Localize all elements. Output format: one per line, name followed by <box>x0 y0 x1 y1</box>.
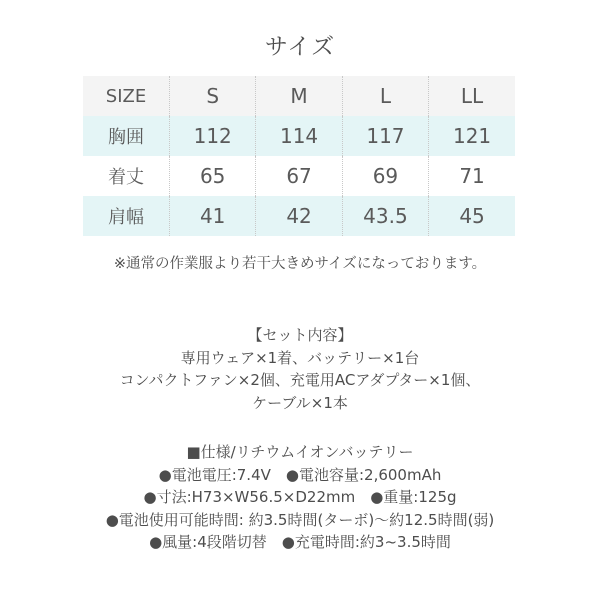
cell-shoulder-l: 43.5 <box>342 196 428 236</box>
table-row-shoulder <box>83 196 515 236</box>
spec-heading: ■仕様/リチウムイオンバッテリー <box>186 443 414 461</box>
row-label-chest: 胸囲 <box>83 116 170 156</box>
spec-section <box>0 441 600 554</box>
spec-line: ●電池電圧:7.4V ●電池容量:2,600mAh <box>158 465 442 484</box>
table-header-row <box>83 76 515 116</box>
set-contents-heading: 【セット内容】 <box>247 326 353 344</box>
set-contents-section <box>0 324 600 414</box>
header-cell-ll: LL <box>429 76 515 116</box>
page-title: サイズ <box>264 34 336 60</box>
header-cell-l: L <box>342 76 428 116</box>
set-contents-line: コンパクトファン×2個、充電用ACアダプター×1個、 <box>119 371 481 389</box>
cell-chest-s: 112 <box>170 116 256 156</box>
cell-chest-ll: 121 <box>429 116 515 156</box>
header-cell-s: S <box>170 76 256 116</box>
cell-length-s: 65 <box>170 156 256 196</box>
cell-length-ll: 71 <box>429 156 515 196</box>
size-table <box>83 76 515 236</box>
table-row-chest <box>83 116 515 156</box>
cell-chest-m: 114 <box>256 116 342 156</box>
spec-line: ●寸法:H73×W56.5×D22mm ●重量:125g <box>143 488 457 506</box>
cell-length-m: 67 <box>256 156 342 196</box>
spec-line: ●電池使用可能時間: 約3.5時間(ターボ)～約12.5時間(弱) <box>105 510 495 529</box>
cell-shoulder-s: 41 <box>170 196 256 236</box>
set-contents-line: 専用ウェア×1着、バッテリー×1台 <box>180 348 420 367</box>
cell-shoulder-m: 42 <box>256 196 342 236</box>
table-row-length <box>83 156 515 196</box>
row-label-shoulder: 肩幅 <box>83 196 170 236</box>
cell-shoulder-ll: 45 <box>429 196 515 236</box>
cell-length-l: 69 <box>342 156 428 196</box>
header-cell-size: SIZE <box>83 76 170 116</box>
header-cell-m: M <box>256 76 342 116</box>
set-contents-line: ケーブル×1本 <box>252 393 348 412</box>
row-label-length: 着丈 <box>83 156 170 196</box>
cell-chest-l: 117 <box>342 116 428 156</box>
spec-line: ●風量:4段階切替 ●充電時間:約3~3.5時間 <box>149 533 451 551</box>
size-note: ※通常の作業服より若干大きめサイズになっております。 <box>113 256 487 272</box>
